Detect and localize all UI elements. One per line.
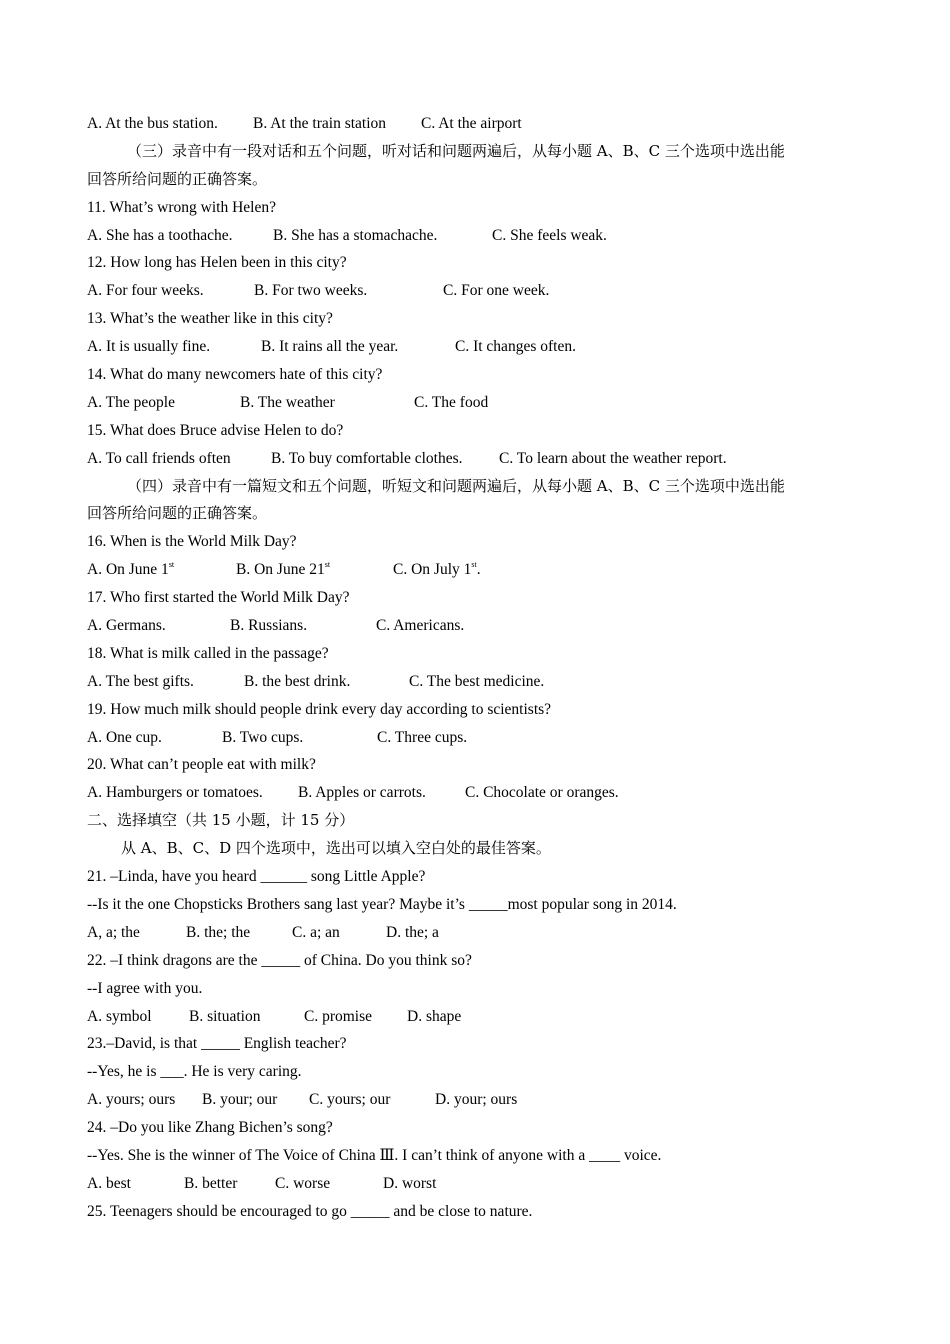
q24-option-a: A. best <box>87 1174 131 1192</box>
q16-option-a-suffix: st <box>168 560 175 570</box>
q16-option-b-text: B. On June 21 <box>236 561 325 579</box>
q16-option-c <box>393 556 481 584</box>
q20-stem: 20. What can’t people eat with milk? <box>87 756 316 774</box>
q10-option-b: B. At the train station <box>253 115 387 132</box>
q24-option-b: B. better <box>184 1174 238 1192</box>
q24-option-c: C. worse <box>275 1174 331 1192</box>
q15-options <box>87 445 862 473</box>
q17-option-b: B. Russians. <box>230 617 308 635</box>
q22-line2: --I agree with you. <box>87 979 203 997</box>
q25-line1: 25. Teenagers should be encouraged to go _____ and be close to nature. <box>87 1202 533 1220</box>
q19-option-a: A. One cup. <box>87 728 162 746</box>
q14-option-a: A. The people <box>87 393 175 411</box>
q20-option-c: C. Chocolate or oranges. <box>465 784 619 802</box>
q18-option-b: B. the best drink. <box>244 672 351 690</box>
q24-line1: 24. –Do you like Zhang Bichen’s song? <box>87 1119 333 1137</box>
part2-instruction: 从 A、B、C、D 四个选项中，选出可以填入空白处的最佳答案。 <box>121 839 551 858</box>
q21-line1: 21. –Linda, have you heard ______ song Little Apple? <box>87 868 426 886</box>
q10-options <box>87 110 862 138</box>
q22-option-d: D. shape <box>407 1007 462 1025</box>
section4-instruction-line2: 回答所给问题的正确答案。 <box>87 504 268 523</box>
q16-option-c-tail: . <box>476 561 481 579</box>
q21-options <box>87 919 862 947</box>
q12-option-b: B. For two weeks. <box>254 282 368 300</box>
q19-option-c: C. Three cups. <box>377 728 468 746</box>
q16-options <box>87 556 862 584</box>
q16-option-a-text: A. On June 1 <box>87 561 169 579</box>
q14-options <box>87 389 862 417</box>
section3-instruction-line2: 回答所给问题的正确答案。 <box>87 169 268 188</box>
q14-option-c: C. The food <box>414 393 489 411</box>
section4-instruction-line1: （四）录音中有一篇短文和五个问题，听短文和问题两遍后，从每小题 A、B、C 三个选项中选出能 <box>127 476 785 495</box>
q15-stem: 15. What does Bruce advise Helen to do? <box>87 421 344 439</box>
q24-option-d: D. worst <box>383 1174 437 1192</box>
q13-options <box>87 333 862 361</box>
q18-option-c: C. The best medicine. <box>409 672 545 690</box>
q16-option-a <box>87 556 236 584</box>
q19-option-b: B. Two cups. <box>222 728 304 746</box>
q23-line2: --Yes, he is ___. He is very caring. <box>87 1063 302 1081</box>
q13-option-c: C. It changes often. <box>455 338 576 356</box>
q22-option-b: B. situation <box>189 1007 261 1025</box>
q12-stem: 12. How long has Helen been in this city? <box>87 254 347 272</box>
q15-option-b: B. To buy comfortable clothes. <box>271 449 463 467</box>
q24-options <box>87 1170 862 1198</box>
q20-options <box>87 779 862 807</box>
q10-option-a: A. At the bus station. <box>87 115 218 132</box>
q15-option-c: C. To learn about the weather report. <box>499 449 727 467</box>
q13-option-b: B. It rains all the year. <box>261 338 399 356</box>
q11-option-c: C. She feels weak. <box>492 226 607 244</box>
q12-option-a: A. For four weeks. <box>87 282 204 300</box>
q14-option-b: B. The weather <box>240 393 335 411</box>
q11-option-b: B. She has a stomachache. <box>273 226 438 244</box>
q16-option-b-suffix: st <box>324 560 331 570</box>
q16-stem: 16. When is the World Milk Day? <box>87 533 297 551</box>
q17-stem: 17. Who first started the World Milk Day? <box>87 589 350 607</box>
q10-option-c: C. At the airport <box>421 115 522 132</box>
part2-heading: 二、选择填空（共 15 小题，计 15 分） <box>87 811 355 830</box>
section3-instruction-line1: （三）录音中有一段对话和五个问题，听对话和问题两遍后，从每小题 A、B、C 三个选项中选出能 <box>127 141 785 160</box>
q21-option-c: C. a; an <box>292 923 340 941</box>
q23-option-d: D. your; ours <box>435 1091 518 1109</box>
q23-option-a: A. yours; ours <box>87 1091 176 1109</box>
q23-options <box>87 1086 862 1114</box>
q24-line2: --Yes. She is the winner of The Voice of China Ⅲ. I can’t think of anyone with a ____ voice. <box>87 1146 662 1164</box>
q17-options <box>87 612 862 640</box>
q20-option-a: A. Hamburgers or tomatoes. <box>87 784 263 802</box>
q11-option-a: A. She has a toothache. <box>87 226 233 244</box>
q21-line2: --Is it the one Chopsticks Brothers sang last year? Maybe it’s _____most popular song in 2014. <box>87 895 677 913</box>
q13-option-a: A. It is usually fine. <box>87 338 211 356</box>
q18-stem: 18. What is milk called in the passage? <box>87 644 329 662</box>
q22-options <box>87 1003 862 1031</box>
q12-options <box>87 277 862 305</box>
q21-option-b: B. the; the <box>186 923 251 941</box>
q13-stem: 13. What’s the weather like in this city? <box>87 310 333 328</box>
q21-option-d: D. the; a <box>386 923 439 941</box>
q16-option-c-suffix: st <box>471 560 477 570</box>
q16-option-c-text: C. On July 1 <box>393 561 472 579</box>
q19-stem: 19. How much milk should people drink every day according to scientists? <box>87 700 552 718</box>
q22-option-a: A. symbol <box>87 1007 152 1025</box>
q23-option-c: C. yours; our <box>309 1091 391 1109</box>
q21-option-a: A, a; the <box>87 923 140 941</box>
q11-stem: 11. What’s wrong with Helen? <box>87 198 276 216</box>
q15-option-a: A. To call friends often <box>87 449 231 467</box>
q12-option-c: C. For one week. <box>443 282 550 300</box>
q22-option-c: C. promise <box>304 1007 373 1025</box>
q23-option-b: B. your; our <box>202 1091 278 1109</box>
q17-option-c: C. Americans. <box>376 617 465 635</box>
q17-option-a: A. Germans. <box>87 617 166 635</box>
q18-option-a: A. The best gifts. <box>87 672 194 690</box>
q16-option-b <box>236 556 393 584</box>
q18-options <box>87 668 862 696</box>
q11-options <box>87 222 862 250</box>
exam-content <box>87 110 862 1226</box>
q19-options <box>87 724 862 752</box>
q14-stem: 14. What do many newcomers hate of this city? <box>87 366 383 384</box>
q20-option-b: B. Apples or carrots. <box>298 784 426 802</box>
q22-line1: 22. –I think dragons are the _____ of China. Do you think so? <box>87 951 472 969</box>
q23-line1: 23.–David, is that _____ English teacher? <box>87 1035 347 1053</box>
